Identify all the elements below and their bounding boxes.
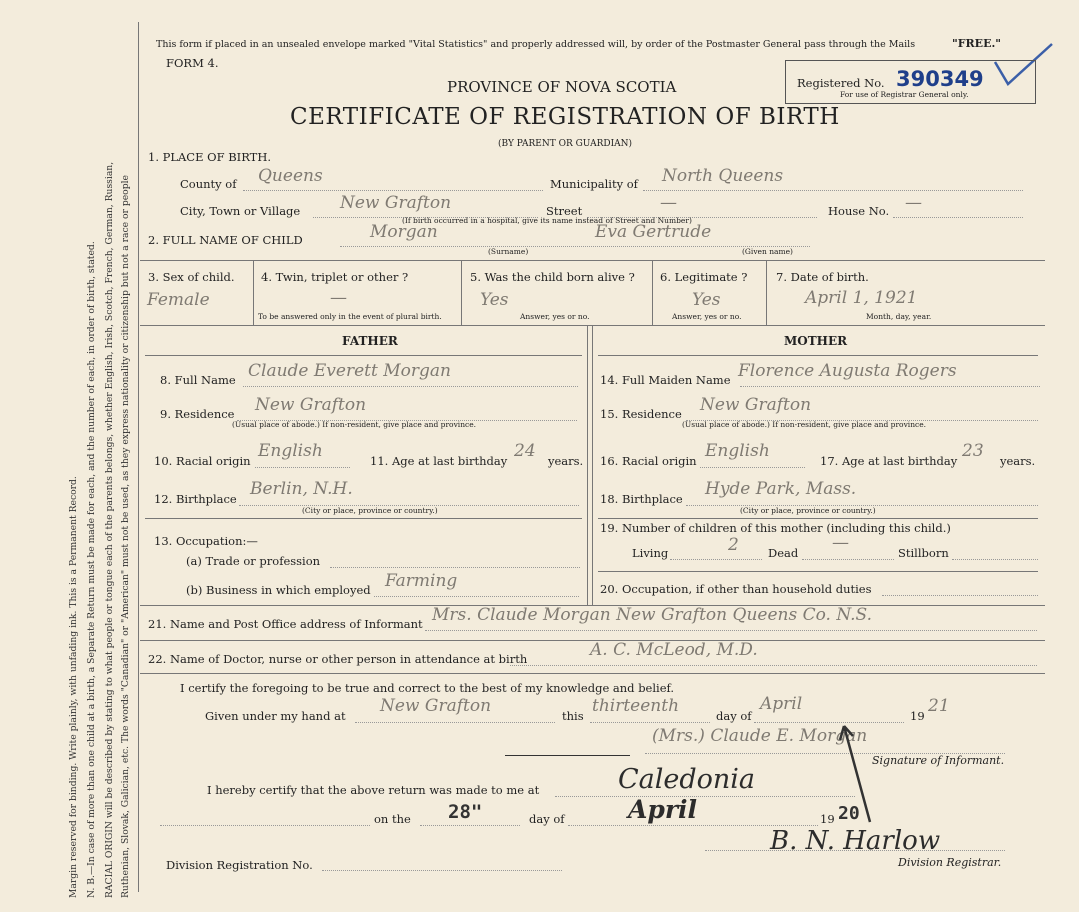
father-age: 24	[514, 441, 536, 461]
doctor-value: A. C. McLeod, M.D.	[590, 640, 758, 660]
alive-note: Answer, yes or no.	[520, 312, 590, 321]
alive-value: Yes	[480, 290, 509, 310]
registrar-place: Caledonia	[618, 764, 756, 795]
county-value: Queens	[258, 166, 323, 186]
mother-racial-label: 16. Racial origin	[600, 454, 697, 468]
father-birthplace-note: (City or place, province or country.)	[302, 506, 438, 515]
certify-statement: I certify the foregoing to be true and correct to the best of my knowledge and belief.	[180, 681, 675, 695]
father-racial: English	[258, 441, 323, 461]
registrar-signature: B. N. Harlow	[770, 826, 941, 856]
legitimate-note: Answer, yes or no.	[672, 312, 742, 321]
child-name-label: 2. FULL NAME OF CHILD	[148, 233, 303, 247]
living-value: 2	[728, 535, 739, 555]
day-of-label: day of	[716, 709, 752, 723]
registrar-day-of: day of	[529, 812, 565, 826]
form-number: FORM 4.	[166, 56, 219, 70]
city-value: New Grafton	[340, 193, 452, 213]
dead-value: —	[832, 533, 849, 553]
legitimate-value: Yes	[692, 290, 721, 310]
stillborn-label: Stillborn	[898, 546, 949, 560]
certificate-title: CERTIFICATE OF REGISTRATION OF BIRTH	[290, 104, 840, 130]
city-label: City, Town or Village	[180, 204, 301, 218]
child-given-name: Eva Gertrude	[595, 222, 712, 242]
registrar-month: April	[628, 795, 698, 824]
margin-note-2: N. B.—In case of more than one child at a birth, a Separate Return must be made for each, and the number of each, in order of birth, stated.	[86, 241, 97, 898]
street-value: —	[660, 193, 677, 213]
child-surname: Morgan	[370, 222, 438, 242]
twin-note: To be answered only in the event of plural birth.	[258, 312, 442, 321]
twin-label: 4. Twin, triplet or other ?	[261, 270, 409, 284]
father-name-label: 8. Full Name	[160, 373, 236, 387]
margin-rule	[138, 22, 139, 892]
margin-note-1: Margin reserved for binding. Write plainly, with unfading ink. This is a Permanent Record.	[68, 476, 79, 898]
occupation-label: 13. Occupation:—	[154, 534, 258, 548]
postal-notice: This form if placed in an unsealed envelope marked "Vital Statistics" and properly addressed will, by order of the Postmaster General pass through the Mails	[156, 39, 916, 50]
business-label: (b) Business in which employed	[186, 583, 371, 597]
registered-note: For use of Registrar General only.	[840, 90, 969, 99]
father-racial-label: 10. Racial origin	[154, 454, 251, 468]
informant-signature: (Mrs.) Claude E. Morgan	[652, 726, 868, 746]
municipality-value: North Queens	[662, 166, 784, 186]
mother-name: Florence Augusta Rogers	[738, 361, 957, 381]
doctor-label: 22. Name of Doctor, nurse or other person in attendance at birth	[148, 652, 528, 666]
mother-birthplace-note: (City or place, province or country.)	[740, 506, 876, 515]
registrar-statement: I hereby certify that the above return was made to me at	[207, 783, 540, 797]
on-the-label: on the	[374, 812, 411, 826]
living-label: Living	[632, 546, 669, 560]
mother-occupation-label: 20. Occupation, if other than household duties	[600, 582, 872, 596]
street-label: Street	[546, 204, 583, 218]
dob-note: Month, day, year.	[866, 312, 932, 321]
informant-label: 21. Name and Post Office address of Informant	[148, 617, 423, 631]
mother-age-label: 17. Age at last birthday	[820, 454, 958, 468]
twin-value: —	[330, 288, 347, 308]
place-heading: 1. PLACE OF BIRTH.	[148, 150, 272, 164]
house-label: House No.	[828, 204, 890, 218]
day-value: thirteenth	[592, 696, 680, 716]
this-label: this	[562, 709, 584, 723]
informant-signature-caption: Signature of Informant.	[872, 754, 1005, 767]
mother-residence: New Grafton	[700, 395, 812, 415]
children-count-label: 19. Number of children of this mother (including this child.)	[600, 521, 951, 535]
dead-label: Dead	[768, 546, 799, 560]
margin-note-3: RACIAL ORIGIN will be described by stating to what people or tongue each of the parents belongs, whether English, Irish, Scotch, French, German, Russian,	[104, 161, 115, 898]
mother-residence-note: (Usual place of abode.) If non-resident, give place and province.	[682, 420, 927, 429]
registrar-day: 28"	[448, 801, 483, 823]
binding-margin	[0, 0, 140, 912]
father-years: years.	[548, 454, 584, 468]
registered-number: 390349	[896, 67, 984, 91]
father-residence: New Grafton	[255, 395, 367, 415]
certificate-subtitle: (BY PARENT OR GUARDIAN)	[498, 139, 633, 149]
dob-value: April 1, 1921	[805, 288, 918, 308]
dob-label: 7. Date of birth.	[776, 270, 869, 284]
legitimate-label: 6. Legitimate ?	[660, 270, 748, 284]
municipality-label: Municipality of	[550, 177, 638, 191]
hospital-note: (If birth occurred in a hospital, give its name instead of Street and Number)	[402, 216, 692, 225]
mother-residence-label: 15. Residence	[600, 407, 682, 421]
given-place: New Grafton	[380, 696, 492, 716]
surname-caption: (Surname)	[488, 247, 529, 256]
province-heading: PROVINCE OF NOVA SCOTIA	[447, 78, 677, 96]
cert-year-prefix: 19	[910, 709, 925, 723]
mother-name-label: 14. Full Maiden Name	[600, 373, 731, 387]
mother-age: 23	[962, 441, 984, 461]
mother-birthplace: Hyde Park, Mass.	[705, 479, 857, 499]
father-residence-note: (Usual place of abode.) If non-resident, give place and province.	[232, 420, 477, 429]
division-registration-label: Division Registration No.	[166, 858, 313, 872]
registrar-caption: Division Registrar.	[898, 856, 1002, 869]
free-label: "FREE."	[952, 37, 1002, 50]
cert-month: April	[760, 694, 803, 714]
margin-note-4: Ruthenian, Slovak, Galician, etc. The words "Canadian" or "American" must not be used, as they express nationality or citizenship but not a race or people	[120, 175, 131, 898]
mother-birthplace-label: 18. Birthplace	[600, 492, 683, 506]
mother-racial: English	[705, 441, 770, 461]
registrar-year-suffix: 20	[838, 803, 860, 824]
father-residence-label: 9. Residence	[160, 407, 235, 421]
business-value: Farming	[385, 571, 458, 591]
father-age-label: 11. Age at last birthday	[370, 454, 508, 468]
house-value: —	[905, 193, 922, 213]
sex-label: 3. Sex of child.	[148, 270, 235, 284]
mother-heading: MOTHER	[784, 334, 848, 348]
trade-label: (a) Trade or profession	[186, 554, 321, 568]
given-caption: (Given name)	[742, 247, 793, 256]
alive-label: 5. Was the child born alive ?	[470, 270, 635, 284]
registrar-year-prefix: 19	[820, 812, 835, 826]
county-label: County of	[180, 177, 237, 191]
father-birthplace: Berlin, N.H.	[250, 479, 353, 499]
father-name: Claude Everett Morgan	[248, 361, 451, 381]
given-label: Given under my hand at	[205, 709, 346, 723]
informant-value: Mrs. Claude Morgan New Grafton Queens Co. N.S.	[432, 605, 872, 625]
registered-label: Registered No.	[797, 76, 885, 90]
sex-value: Female	[147, 290, 210, 310]
father-birthplace-label: 12. Birthplace	[154, 492, 237, 506]
cert-year-suffix: 21	[928, 696, 950, 716]
mother-years: years.	[1000, 454, 1036, 468]
father-heading: FATHER	[342, 334, 398, 348]
